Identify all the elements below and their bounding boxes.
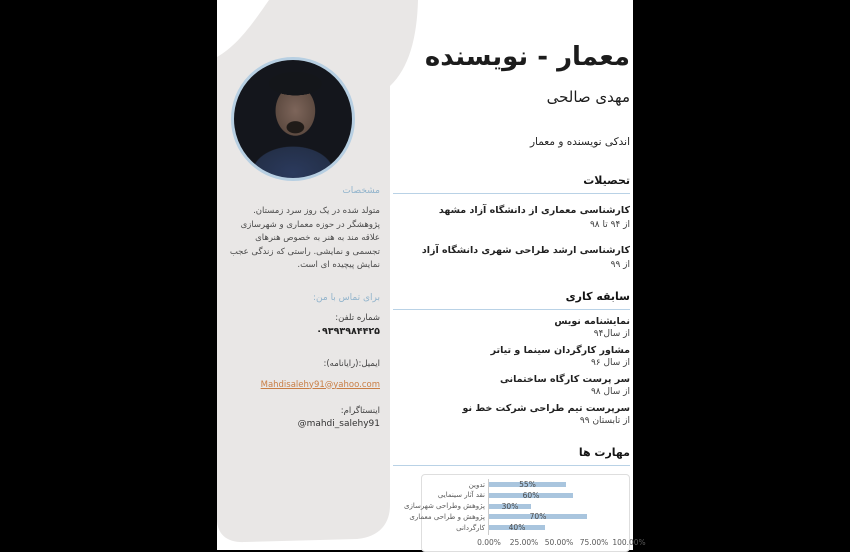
chart-row [426, 490, 625, 501]
instagram-value: @mahdi_salehy91 [297, 418, 380, 429]
skills-heading: مهارت ها [578, 446, 630, 459]
main-column [393, 42, 646, 552]
profile-heading: مشخصات [342, 186, 380, 196]
page-title: معمار - نویسنده [424, 42, 630, 72]
phone-value: ۰۹۳۹۳۹۸۴۴۲۵ [316, 325, 380, 337]
experience-item-title: سر پرست کارگاه ساختمانی [499, 374, 630, 385]
section-experience [393, 290, 630, 426]
chart-category-label: پژوهش وطراحی شهرسازی [404, 502, 485, 511]
chart-category-label: پژوهش و طراحی معماری [409, 512, 485, 521]
experience-item [393, 316, 630, 339]
experience-heading: سابقه کاری [565, 290, 630, 303]
skills-divider [393, 465, 630, 466]
chart-category-label: کارگردانی [456, 523, 485, 532]
chart-tick-label: 50.00% [544, 538, 574, 547]
chart-tick-label: 75.00% [579, 538, 609, 547]
person-name: مهدی صالحی [546, 88, 630, 106]
experience-item-title: سرپرست تیم طراحی شرکت خط نو [462, 403, 630, 414]
contact-heading: برای تماس با من: [313, 292, 380, 303]
skills-bar-chart [404, 474, 646, 552]
experience-item [393, 345, 630, 368]
instagram-label: اینستاگرام: [340, 405, 380, 416]
phone-label: شماره تلفن: [335, 312, 380, 323]
resume-page [217, 0, 646, 550]
tagline: اندکی نویسنده و معمار [529, 136, 630, 148]
education-item [393, 205, 630, 230]
education-item [393, 245, 630, 270]
chart-plot-area [404, 479, 625, 533]
experience-item-period: از سال۹۴ [593, 329, 630, 339]
chart-tick-label: 0.00% [477, 538, 501, 547]
education-item-period: از ۹۹ [610, 260, 630, 270]
sidebar-content [226, 186, 380, 429]
experience-item [393, 403, 630, 426]
email-link[interactable]: Mahdisalehy91@yahoo.com [260, 379, 380, 390]
sidebar [217, 0, 390, 550]
profile-photo [231, 57, 355, 181]
experience-item [393, 374, 630, 397]
skill-bar-value: 30% [501, 501, 519, 511]
section-skills [393, 446, 646, 552]
skill-bar-value: 60% [522, 490, 540, 500]
experience-item-period: از سال ۹۸ [590, 387, 630, 397]
education-item-period: از ۹۴ تا ۹۸ [589, 220, 630, 230]
chart-row [409, 511, 625, 522]
skill-bar-value: 40% [508, 523, 526, 533]
experience-item-title: مشاور کارگردان سینما و تیاتر [490, 345, 630, 356]
chart-tick-label: 100.00% [612, 538, 646, 547]
education-item-title: کارشناسی معماری از دانشگاه آزاد مشهد [438, 205, 630, 216]
chart-x-ticks [426, 538, 646, 550]
bio-text: متولد شده در یک روز سرد زمستان. پژوهشگر در حوزه معماری و شهرسازی علاقه مند به هنر به خصوص هنرهای تجسمی و نمایشی. راستی که زندگی عجب نمایش پیچیده ای است. [229, 206, 380, 270]
experience-item-period: از تابستان ۹۹ [579, 416, 630, 426]
chart-category-label: نقد آثار سینمایی [437, 491, 485, 500]
chart-row [404, 501, 625, 512]
education-item-title: کارشناسی ارشد طراحی شهری دانشگاه آزاد [421, 245, 630, 256]
section-education [393, 174, 630, 270]
chart-category-label: تدوین [468, 480, 485, 489]
skill-bar-value: 70% [529, 512, 547, 522]
chart-row [426, 522, 625, 533]
education-divider [393, 193, 630, 194]
chart-row [426, 479, 625, 490]
experience-item-title: نمایشنامه نویس [554, 316, 630, 327]
education-heading: تحصیلات [583, 174, 630, 187]
experience-item-period: از سال ۹۶ [590, 358, 630, 368]
experience-divider [393, 309, 630, 310]
email-label: ایمیل:(رایانامه): [323, 358, 380, 369]
skill-bar-value: 55% [519, 480, 536, 489]
chart-tick-label: 25.00% [509, 538, 539, 547]
